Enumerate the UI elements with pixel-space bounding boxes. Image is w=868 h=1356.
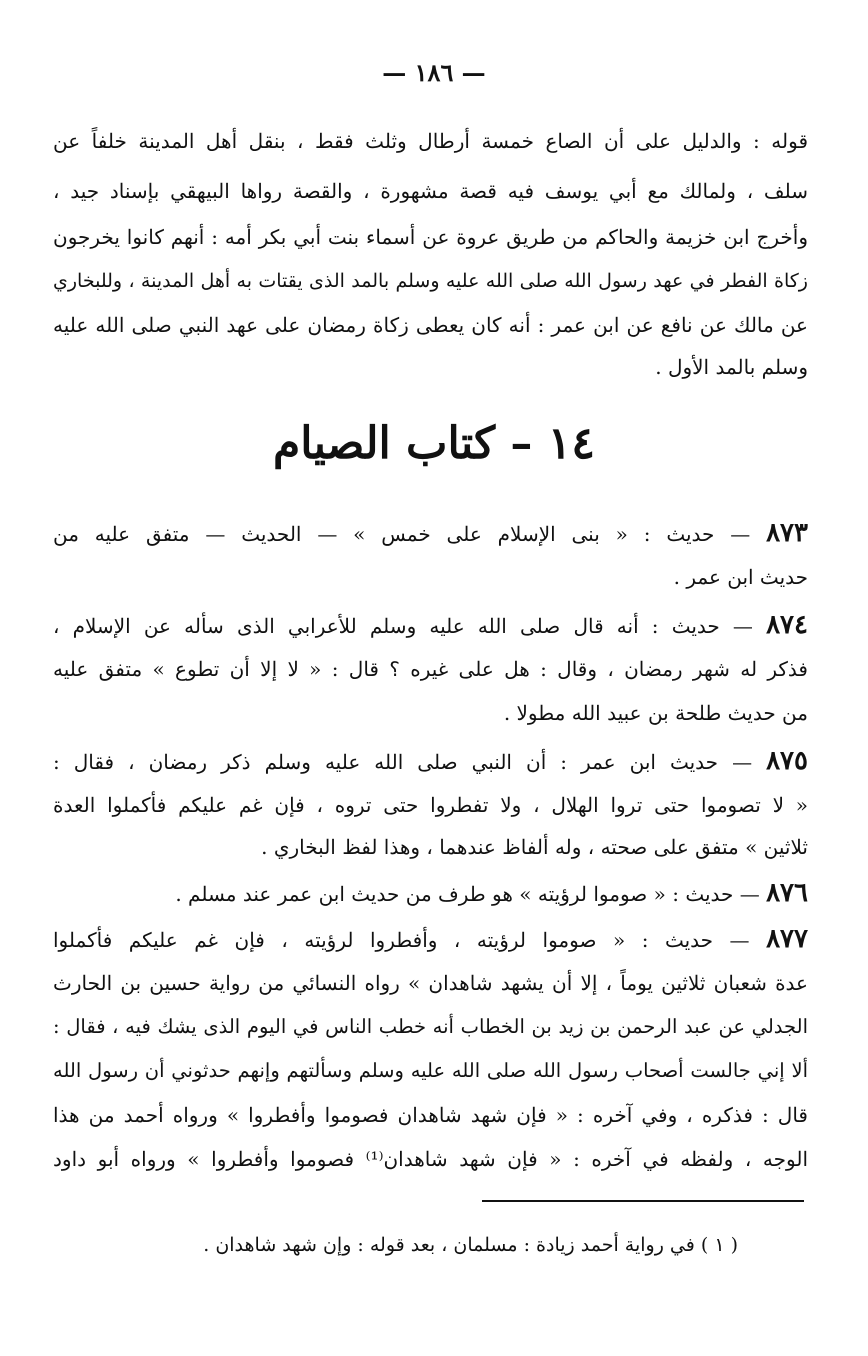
hadith-text: — حديث : أنه قال صلى الله عليه وسلم للأعرابي الذى سأله عن الإسلام ، xyxy=(53,614,767,638)
hadith-877-line: الجدلي عن عبد الرحمن بن زيد بن الخطاب أنه خطب الناس في اليوم الذى يشك فيه ، فقال : xyxy=(53,1015,808,1038)
hadith-number: ٨٧٦ xyxy=(766,878,808,908)
hadith-875-line xyxy=(53,746,808,777)
page-number: — ١٨٦ — xyxy=(382,58,486,87)
hadith-873-line xyxy=(53,518,808,549)
hadith-875-line: ثلاثين » متفق على صحته ، وله ألفاظ عندهما ، وهذا لفظ البخاري . xyxy=(261,835,808,859)
hadith-877-line: قال : فذكره ، وفي آخره : « فإن شهد شاهدان فصوموا وأفطروا » ورواه أحمد من هذا xyxy=(53,1103,808,1127)
hadith-877-line xyxy=(53,924,808,955)
hadith-877-line: الوجه ، ولفظه في آخره : « فإن شهد شاهدان⁽¹⁾ فصوموا وأفطروا » ورواه أبو داود xyxy=(53,1147,809,1171)
hadith-text: — حديث : « صوموا لرؤيته » هو طرف من حديث ابن عمر عند مسلم . xyxy=(175,882,767,906)
hadith-number: ٨٧٧ xyxy=(766,924,808,954)
hadith-877-line: ألا إني جالست أصحاب رسول الله صلى الله عليه وسلم وسألتهم وإنهم حدثوني أن رسول الله xyxy=(53,1059,808,1082)
intro-line: قوله : والدليل على أن الصاع خمسة أرطال وثلث فقط ، بنقل أهل المدينة خلفاً عن xyxy=(53,129,808,153)
intro-line: عن مالك عن نافع عن ابن عمر : أنه كان يعطى زكاة رمضان على عهد النبي صلى الله عليه xyxy=(53,313,808,337)
hadith-874-line: فذكر له شهر رمضان ، وقال : هل على غيره ؟ قال : « لا إلا أن تطوع » متفق عليه xyxy=(53,657,808,681)
hadith-number: ٨٧٣ xyxy=(766,518,808,548)
hadith-874-line xyxy=(53,610,808,641)
intro-line: زكاة الفطر في عهد رسول الله صلى الله عليه وسلم بالمد الذى يقتات به أهل المدينة ، وللبخاري xyxy=(53,270,808,292)
intro-line: وأخرج ابن خزيمة والحاكم من طريق عروة عن أسماء بنت أبي بكر أمه : أنهم كانوا يخرجون xyxy=(53,225,808,249)
hadith-875-line: « لا تصوموا حتى تروا الهلال ، ولا تفطروا حتى تروه ، فإن غم عليكم فأكملوا العدة xyxy=(53,793,808,817)
hadith-text: — حديث ابن عمر : أن النبي صلى الله عليه وسلم ذكر رمضان ، فقال : xyxy=(53,750,767,774)
hadith-873-line: حديث ابن عمر . xyxy=(673,565,808,589)
hadith-text: — حديث : « صوموا لرؤيته ، وأفطروا لرؤيته ، فإن غم عليكم فأكملوا xyxy=(53,928,767,952)
hadith-874-line: من حديث طلحة بن عبيد الله مطولا . xyxy=(503,701,808,725)
footnote-separator xyxy=(482,1200,804,1202)
hadith-number: ٨٧٤ xyxy=(766,610,808,640)
hadith-text: — حديث : « بنى الإسلام على خمس » — الحديث — متفق عليه من xyxy=(53,522,767,546)
footnote: ( ١ ) في رواية أحمد زيادة : مسلمان ، بعد قوله : وإن شهد شاهدان . xyxy=(203,1234,738,1256)
hadith-number: ٨٧٥ xyxy=(766,746,808,776)
hadith-877-line: عدة شعبان ثلاثين يوماً ، إلا أن يشهد شاهدان » رواه النسائي من رواية حسين بن الحارث xyxy=(53,971,808,995)
intro-line: سلف ، ولمالك مع أبي يوسف فيه قصة مشهورة ، والقصة رواها البيهقي بإسناد جيد ، xyxy=(53,179,808,203)
chapter-title: ١٤ – كتاب الصيام xyxy=(273,418,595,469)
intro-line: وسلم بالمد الأول . xyxy=(655,355,808,379)
hadith-876-line xyxy=(53,878,808,909)
